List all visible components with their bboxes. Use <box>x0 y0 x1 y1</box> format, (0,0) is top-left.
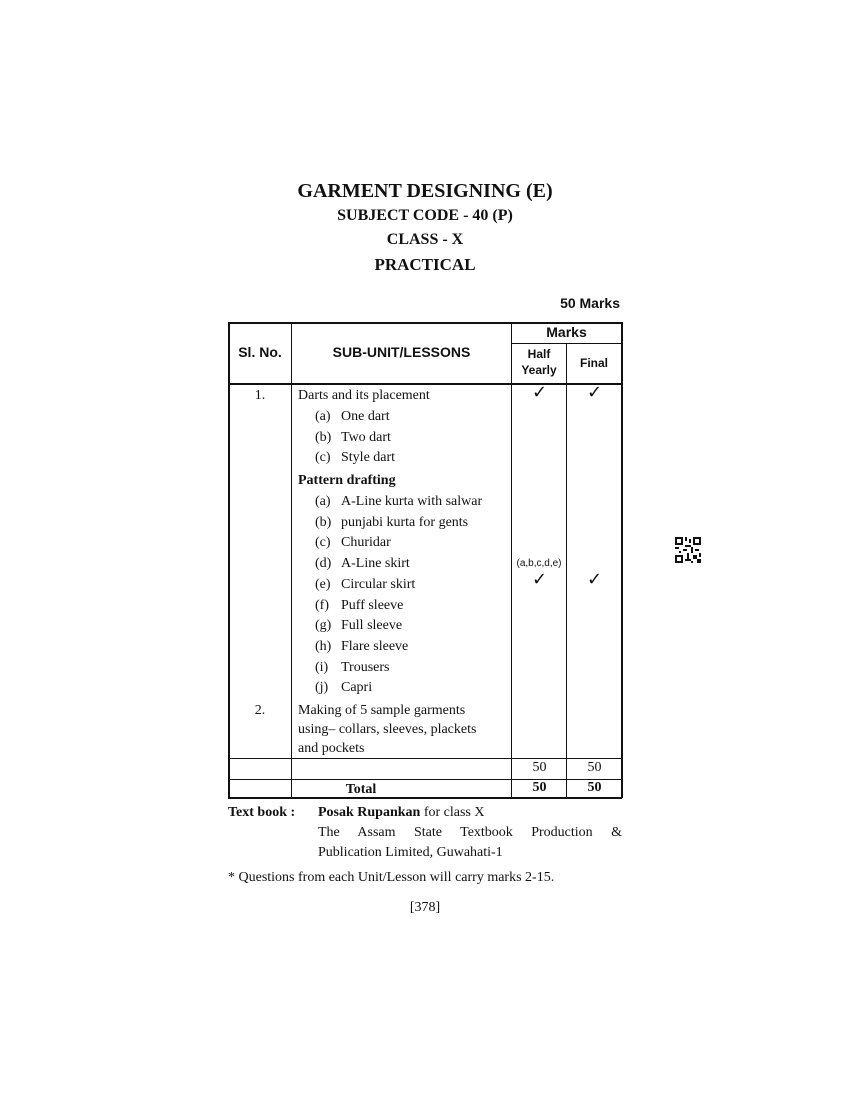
list-item: (c) Style dart <box>315 450 396 465</box>
class-label: CLASS - X <box>386 231 464 248</box>
check-icon: ✓ <box>586 569 603 590</box>
row-sl-number: 1. <box>254 388 266 403</box>
list-item: (a) A-Line kurta with salwar <box>315 494 483 509</box>
list-item: (j) Capri <box>315 680 373 696</box>
list-item: (g) Full sleeve <box>315 618 403 634</box>
list-item: (i) Trousers <box>315 659 390 675</box>
column-header-half-yearly: Half Yearly <box>521 347 557 377</box>
column-header-marks: Marks <box>546 324 587 340</box>
marks-note: * Questions from each Unit/Lesson will carry marks 2-15. <box>228 870 555 885</box>
textbook-label: Text book : <box>228 805 296 820</box>
column-header-sub-unit: SUB-UNIT/LESSONS <box>332 344 471 360</box>
list-item: (a) One dart <box>315 409 390 424</box>
qr-code-icon <box>675 537 701 563</box>
total-marks: 50 Marks <box>560 295 620 311</box>
textbook-details: Posak Rupankan for class X The Assam State Textbook Production & Publication Limited, Guwahati-1 <box>318 805 622 860</box>
subtotal-half-yearly: 50 <box>532 760 547 775</box>
half-yearly-note: (a,b,c,d,e) <box>516 558 562 569</box>
row-sl-number: 2. <box>254 703 266 718</box>
total-final: 50 <box>587 780 602 795</box>
total-label: Total <box>345 782 377 797</box>
list-item: (d) A-Line skirt <box>315 556 410 572</box>
page-number: [378] <box>409 900 441 915</box>
column-header-sl-no: Sl. No. <box>238 344 282 360</box>
pattern-list <box>315 492 510 699</box>
darts-list <box>315 407 510 469</box>
check-icon: ✓ <box>531 382 548 403</box>
subject-code: SUBJECT CODE - 40 (P) <box>337 207 513 224</box>
list-item: (c) Churidar <box>315 535 391 551</box>
check-icon: ✓ <box>531 569 548 590</box>
check-icon: ✓ <box>586 382 603 403</box>
list-item: (b) punjabi kurta for gents <box>315 514 469 530</box>
list-item: (b) Two dart <box>315 429 391 445</box>
list-item: (e) Circular skirt <box>315 576 416 592</box>
column-header-final: Final <box>579 356 608 370</box>
list-item: (h) Flare sleeve <box>315 638 409 654</box>
pattern-drafting-heading: Pattern drafting <box>298 473 396 488</box>
list-item: (f) Puff sleeve <box>315 597 404 613</box>
row-lesson-text: Making of 5 sample garments using– collars, sleeves, plackets and pockets <box>298 703 477 756</box>
subtotal-final: 50 <box>587 760 602 775</box>
practical-label: PRACTICAL <box>374 255 476 274</box>
total-half-yearly: 50 <box>532 780 547 795</box>
document-title: GARMENT DESIGNING (E) <box>297 180 553 202</box>
row-lesson-heading: Darts and its placement <box>298 388 430 403</box>
